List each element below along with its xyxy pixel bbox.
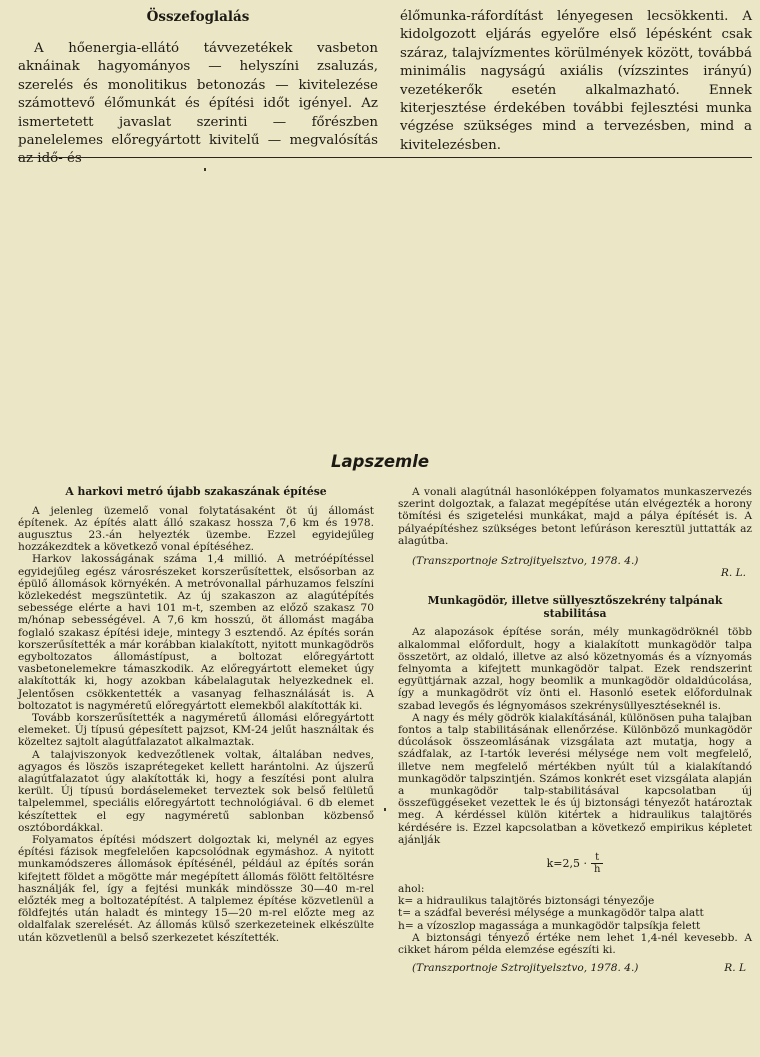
formula-definition: h= a vízoszlop magassága a munkagödör talpsíkja felett xyxy=(398,919,701,932)
formula-fraction xyxy=(591,852,603,875)
article-source-line xyxy=(398,962,752,974)
article-title: Munkagödör, illetve süllyesztőszekrény talpának stabilitása xyxy=(427,594,723,620)
summary-right-column xyxy=(400,8,752,155)
article-source-line xyxy=(398,555,752,567)
article-author: R. L xyxy=(724,962,746,975)
summary-text-left: A hőenergia-ellátó távvezetékek vasbeton aknáinak hagyományos — helyszíni zsaluzás, szerelés és monolitikus betonozás — kivitelezése számottevő élőmunkát és építési időt igényel. Az ismertetett javaslat szerinti — főrészben panelelemes előregyártott kivitelű — megvalósítás az idő- és xyxy=(18,41,378,167)
section-divider xyxy=(18,157,752,158)
formula-denominator: h xyxy=(591,863,603,875)
formula-numerator: t xyxy=(595,852,600,864)
article-paragraph: A biztonsági tényező értéke nem lehet 1,4-nél kevesebb. A cikket három példa elemzése egészíti ki. xyxy=(398,931,752,957)
formula-definition: t= a szádfal beverési mélysége a munkagödör talpa alatt xyxy=(398,907,704,920)
formula-definition: k= a hidraulikus talajtörés biztonsági tényezője xyxy=(398,895,655,908)
article-paragraph: A jelenleg üzemelő vonal folytatásaként öt új állomást építenek. Az építés alatt álló szakasz hossza 7,6 km és 1978. augusztus 23.-án helyezték üzembe. Ezzel egyidejűleg hozzákezdtek a következő vonal építéséhez. xyxy=(18,504,374,554)
article-paragraph: A talajviszonyok kedvezőtlenek voltak, általában nedves, agyagos és löszös iszaprétegeket kellett harántolni. Az újszerű alagútfalazatot úgy alakították ki, hogy a feszítési pont alulra került. Új típusú bordáselemeket terveztek sok belső felületű talpelemmel, speciális előregyártott technológiával. 6 db elemet készítettek el egy nagyméretű sablonban közbenső osztóbordákkal. xyxy=(18,748,374,834)
article-author: R. L. xyxy=(720,567,746,580)
article-paragraph: A nagy és mély gödrök kialakításánál, különösen puha talajban fontos a talp stabilitásának ellenőrzése. Különböző munkagödör dúcolások összeomlásának vizsgálata azt mutatja, hogy a szádfalak, az I-tartók leverési mélysége nem volt megfelelő, illetve nem megfelelő mértékben nyúlt túl a kialakítandó munkagödör talpszintjén. Számos konkrét eset vizsgálata alapján a munkagödör talp-stabilitásával kapcsolatban új összefüggéseket vezettek le és új biztonsági tényezőt határoztak meg. A kérdéssel külön kitértek a hidraulikus talajtörés kérdésére is. Ezzel kapcsolatban a következő empirikus képletet ajánlják xyxy=(398,711,752,846)
article-source: (Transzportnoje Sztrojityelsztvo, 1978. 4.) xyxy=(412,962,639,975)
right-review-column xyxy=(398,486,752,975)
section-title: Lapszemle xyxy=(330,452,430,471)
summary-heading: Összefoglalás xyxy=(146,9,250,25)
summary-left-column xyxy=(18,8,378,169)
formula-lhs: k=2,5 · xyxy=(546,857,587,871)
article-paragraph: A vonali alagútnál hasonlóképpen folyamatos munkaszervezés szerint dolgoztak, a falazat megépítése után elvégezték a horony tömítési és szigetelési munkákat, majd a pálya építését is. A pályaépítéshez szükséges betont lefúráson keresztül juttatták az alagútba. xyxy=(398,486,752,547)
print-speck xyxy=(384,808,386,811)
formula xyxy=(398,852,752,875)
article-paragraph: Harkov lakosságának száma 1,4 millió. A metróépítéssel egyidejűleg egész városrészeket korszerűsítettek, elsősorban az épülő állomások környékén. A metróvonallal párhuzamos felszíni közlekedést megszüntetik. Az új szakaszon az alagútépítés sebessége elérte a havi 101 m-t, szemben az előző szakasz 70 m/hónap sebességével. A 7,6 km hosszú, öt állomást magába foglaló szakasz építési ideje, mintegy 3 esztendő. Az építés során korszerűsítették a már korábban kialakított, nyitott munkagödrös egyboltozatos állomástípust, a boltozat előregyártott vasbetonelemekre támaszkodik. Az előregyártott elemeket úgy alakították ki, hogy azokban kábelalagutak helyezkednek el. Jelentősen csökkentették a vasanyag felhasználását is. A boltozatot is nagyméretű előregyártott elemekből alakították ki. xyxy=(18,553,374,712)
print-speck xyxy=(204,168,206,171)
formula-where: ahol: xyxy=(398,883,425,896)
article-author-line xyxy=(398,567,752,579)
summary-text-right: élőmunka-ráfordítást lényegesen lecsökkenti. A kidolgozott eljárás egyelőre első lépésként csak száraz, talajvízmentes körülmények között, továbbá minimális nagyságú axiális (vízszintes irányú) vezetékerők esetén alkalmazható. Ennek kiterjesztése érdekében további fejlesztési munka végzése szükséges mind a tervezésben, mind a kivitelezésben. xyxy=(400,9,752,153)
article-harkov-column xyxy=(18,486,374,944)
article-title: A harkovi metró újabb szakaszának építése xyxy=(65,485,327,498)
article-source: (Transzportnoje Sztrojityelsztvo, 1978. 4.) xyxy=(412,555,639,568)
article-paragraph: Tovább korszerűsítették a nagyméretű állomási előregyártott elemeket. Új típusú gépesített pajzsot, KM-24 jelűt használtak és közeltez sajtolt alagútfalazatot alkalmaztak. xyxy=(18,711,374,749)
article-paragraph: Folyamatos építési módszert dolgoztak ki, melynél az egyes építési fázisok megfelelően kapcsolódnak egymáshoz. A nyitott munkamódszeres állomások építésénél, például az építés során kifejtett földet a mögötte már megépített állomás fölött feltöltésre használják fel, így a fejtési munkák mindössze 30—40 m-rel előzték meg a boltozatépítést. A talplemez építése közvetlenül a földfejtés után haladt és mintegy 15—20 m-rel előzte meg az oldalfalak szerelését. Az állomás külső szerkezeteinek elkészülte után közvetlenül a belső szerkezetet készítették. xyxy=(18,833,374,944)
article-paragraph: Az alapozások építése során, mély munkagödröknél több alkalommal előfordult, hogy a kialakított munkagödör talpa összetört, az oldaló, illetve az alsó közetnyomás és a víznyomás felnyomta a kifejtett munkagödör talpat. Ezek rendszerint együttjárnak azzal, hogy beomlik a munkagödör oldaldúcolása, így a munkagödröt víz önti el. Hasonló esetek előfordulnak szabad levegős és légnyomásos szekrénysüllyesztéseknél is. xyxy=(398,626,752,712)
